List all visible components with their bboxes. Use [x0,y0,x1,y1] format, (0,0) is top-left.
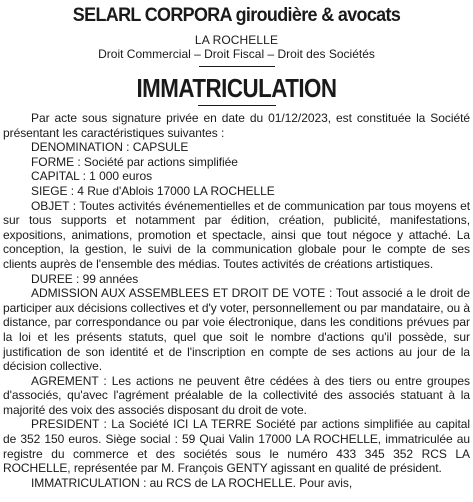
capital-line: CAPITAL : 1 000 euros [31,169,153,184]
header-divider [199,66,275,67]
forme-line: FORME : Société par actions simplifiée [31,154,238,169]
firm-name: SELARL CORPORA giroudière & avocats [72,4,401,26]
president-paragraph: PRESIDENT : La Société ICI LA TERRE Société par actions simplifiée au capital de 352 150 euros. Siège social : 59 Quai Valin 17000 LA ROCHELLE, immatriculée au registre du commerce et des sociétés sous le numéro 433 345 352 RCS LA ROCHELLE, représentée par M. François GENTY agissant en qualité de président. [3,417,470,476]
denomination-line: DENOMINATION : CAPSULE [31,140,189,155]
agrement-paragraph: AGREMENT : Les actions ne peuvent être cédées à des tiers ou entre groupes d'associés, qu'avec l'agrément préalable de la collectivité des associés statuant à la majorité des voix des associés disposant du droit de vote. [3,373,470,417]
immatriculation-line: IMMATRICULATION : au RCS de LA ROCHELLE. Pour avis, [31,475,353,490]
duree-line: DUREE : 99 années [31,271,139,286]
notice-title: IMMATRICULATION [136,73,337,103]
notice-body [3,111,470,490]
objet-paragraph: OBJET : Toutes activités événementielles et de communication par tous moyens et sur tous supports et notamment par édition, création, publicité, manifestations, expositions, animations, promotion et spectacle, ainsi que tout négoce y attaché. La conception, la gestion, le suivi de la communication globale pour le compte de ses clients auprès de l'ensemble des médias. Toutes activités de créations artistiques. [3,198,470,271]
firm-specialties: Droit Commercial – Droit Fiscal – Droit des Sociétés [98,47,375,61]
admission-paragraph: ADMISSION AUX ASSEMBLEES ET DROIT DE VOTE : Tout associé a le droit de participer aux décisions collectives et d'y voter, personnellement ou par mandataire, ou à distance, par correspondance ou par voie électronique, dans les conditions prévues par la loi et les présents statuts, quel que soit le nombre d'actions qu'il possède, sur justification de son identité et de l'inscription en compte de ses actions au jour de la décision collective. [3,286,470,374]
intro-paragraph: Par acte sous signature privée en date du 01/12/2023, est constituée la Société présentant les caractéristiques suivantes : [3,111,470,140]
siege-line: SIEGE : 4 Rue d'Ablois 17000 LA ROCHELLE [31,183,275,198]
title-divider [198,105,276,106]
firm-city: LA ROCHELLE [194,33,279,47]
